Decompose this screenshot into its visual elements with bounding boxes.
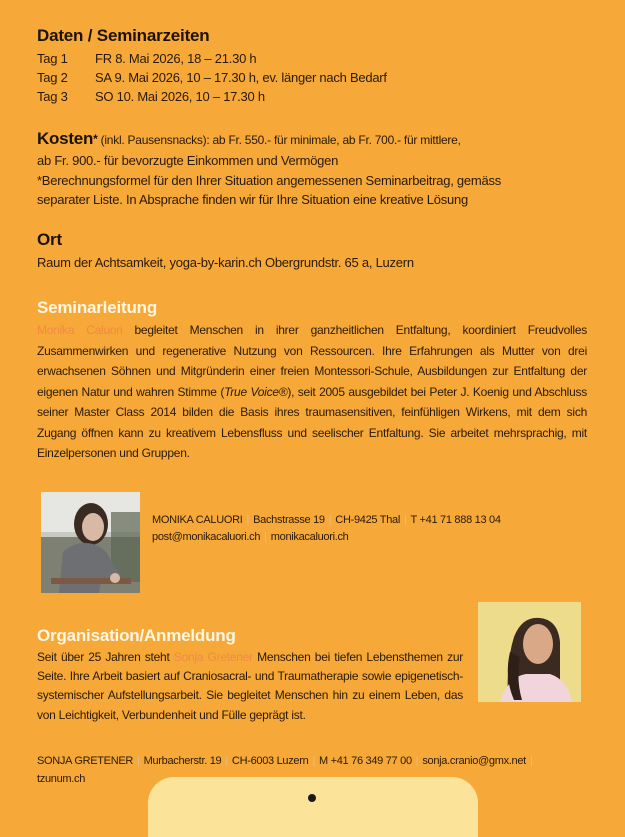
- contact-website[interactable]: monikacaluori.ch: [270, 531, 349, 543]
- leadership-bio-part-1: begleitet Menschen in ihrer ganzheitlichen Entfaltung, koordiniert Freudvolles Zusammenwirken und regenerative Nutzung von Ressourcen. Ihre Erfahrungen als Mutter von drei erwachsenen Söhnen und Mitgründerin einer freien Montessori-Schule, Ausbildungen zur Entfaltung der eigenen Natur und wahren Stimme (: [37, 323, 587, 399]
- date-row: [37, 68, 387, 87]
- contact-email[interactable]: sonja.cranio@gmx.net: [422, 755, 526, 767]
- leadership-bio: [37, 320, 587, 464]
- costs-line-1: [37, 129, 461, 150]
- separator: |: [529, 755, 533, 767]
- dates-list: [37, 49, 387, 106]
- organisation-name: Sonja Gretener: [173, 650, 253, 664]
- separator: |: [328, 514, 332, 526]
- costs-line-2: ab Fr. 900.- für bevorzugte Einkommen und Vermögen: [37, 153, 339, 168]
- monika-photo: [41, 492, 140, 593]
- separator: |: [415, 755, 419, 767]
- separator: |: [264, 531, 267, 543]
- true-voice-trademark: True Voice®: [224, 384, 288, 399]
- contact-email[interactable]: post@monikacaluori.ch: [152, 531, 261, 543]
- organisation-contact-line-2: [37, 771, 85, 788]
- costs-intro: (inkl. Pausensnacks): ab Fr. 550.- für minimale, ab Fr. 700.- für mittlere,: [97, 133, 461, 147]
- date-value: FR 8. Mai 2026, 18 – 21.30 h: [95, 51, 257, 66]
- date-label: Tag 2: [37, 70, 68, 85]
- date-row: [37, 87, 387, 106]
- date-row: [37, 49, 387, 68]
- separator: |: [225, 755, 228, 767]
- leadership-contact-line-2: [152, 529, 349, 546]
- date-label: Tag 1: [37, 51, 68, 66]
- portrait-image-icon: [478, 602, 581, 702]
- location-text: Raum der Achtsamkeit, yoga-by-karin.ch Obergrundstr. 65 a, Luzern: [37, 255, 414, 270]
- leadership-bio-part-2: ), seit 2005 ausgebildet bei Peter J. Koenig und Abschluss seiner Master Class 2014 bilden die Basis ihres traumasensitiven, feinfühligen Wirkens, mit dem sich Zugang öffnen kann zu kreativem Lebensfluss und seelischer Entfaltung. Sie arbeitet mehrsprachig, mit Einzelpersonen und Gruppen.: [37, 384, 587, 460]
- contact-street: Murbacherstr. 19: [143, 755, 222, 767]
- leadership-name: Monika Caluori: [37, 323, 123, 337]
- organisation-contact-line-1: [37, 753, 537, 770]
- dates-heading: Daten / Seminarzeiten: [37, 26, 210, 45]
- sonja-photo: [478, 602, 581, 702]
- date-value: SA 9. Mai 2026, 10 – 17.30 h, ev. länger nach Bedarf: [95, 70, 387, 85]
- separator: |: [246, 514, 250, 526]
- separator: |: [312, 755, 315, 767]
- contact-city: CH-6003 Luzern: [231, 755, 309, 767]
- portrait-image-icon: [41, 492, 140, 593]
- costs-footnote-2: separater Liste. In Absprache finden wir für Ihre Situation eine kreative Lösung: [37, 192, 468, 207]
- contact-name: MONIKA CALUORI: [152, 514, 243, 526]
- contact-phone[interactable]: T +41 71 888 13 04: [410, 514, 501, 526]
- organisation-bio: [37, 648, 463, 725]
- location-heading: Ort: [37, 230, 62, 249]
- costs-footnote-1: *Berechnungsformel für den Ihrer Situation angemessenen Seminarbeitrag, gemäss: [37, 173, 501, 188]
- costs-heading: Kosten: [37, 129, 94, 148]
- contact-city: CH-9425 Thal: [335, 514, 400, 526]
- organisation-heading: Organisation/Anmeldung: [37, 626, 236, 645]
- separator: |: [403, 514, 407, 526]
- dot-icon: [308, 794, 316, 802]
- separator: |: [137, 755, 140, 767]
- contact-website[interactable]: tzunum.ch: [37, 773, 86, 785]
- organisation-bio-part-2: Menschen bei tiefen Lebensthemen zur Seite. Ihre Arbeit basiert auf Craniosacral- und Traumatherapie sowie epigenetisch-systemischer Aufstellungsarbeit. Sie begleitet Menschen hin zu einem Leben, das von Leichtigkeit, Verbundenheit und Fülle geprägt ist.: [37, 650, 464, 722]
- contact-name: SONJA GRETENER: [37, 755, 134, 767]
- contact-phone[interactable]: M +41 76 349 77 00: [319, 755, 412, 767]
- leadership-heading: Seminarleitung: [37, 298, 158, 317]
- date-value: SO 10. Mai 2026, 10 – 17.30 h: [95, 89, 265, 104]
- leadership-contact-line-1: [152, 512, 501, 529]
- date-label: Tag 3: [37, 89, 68, 104]
- organisation-bio-part-1: Seit über 25 Jahren steht: [37, 650, 174, 664]
- contact-street: Bachstrasse 19: [253, 514, 325, 526]
- bottom-card: [148, 777, 478, 837]
- costs-asterisk: *: [93, 132, 98, 146]
